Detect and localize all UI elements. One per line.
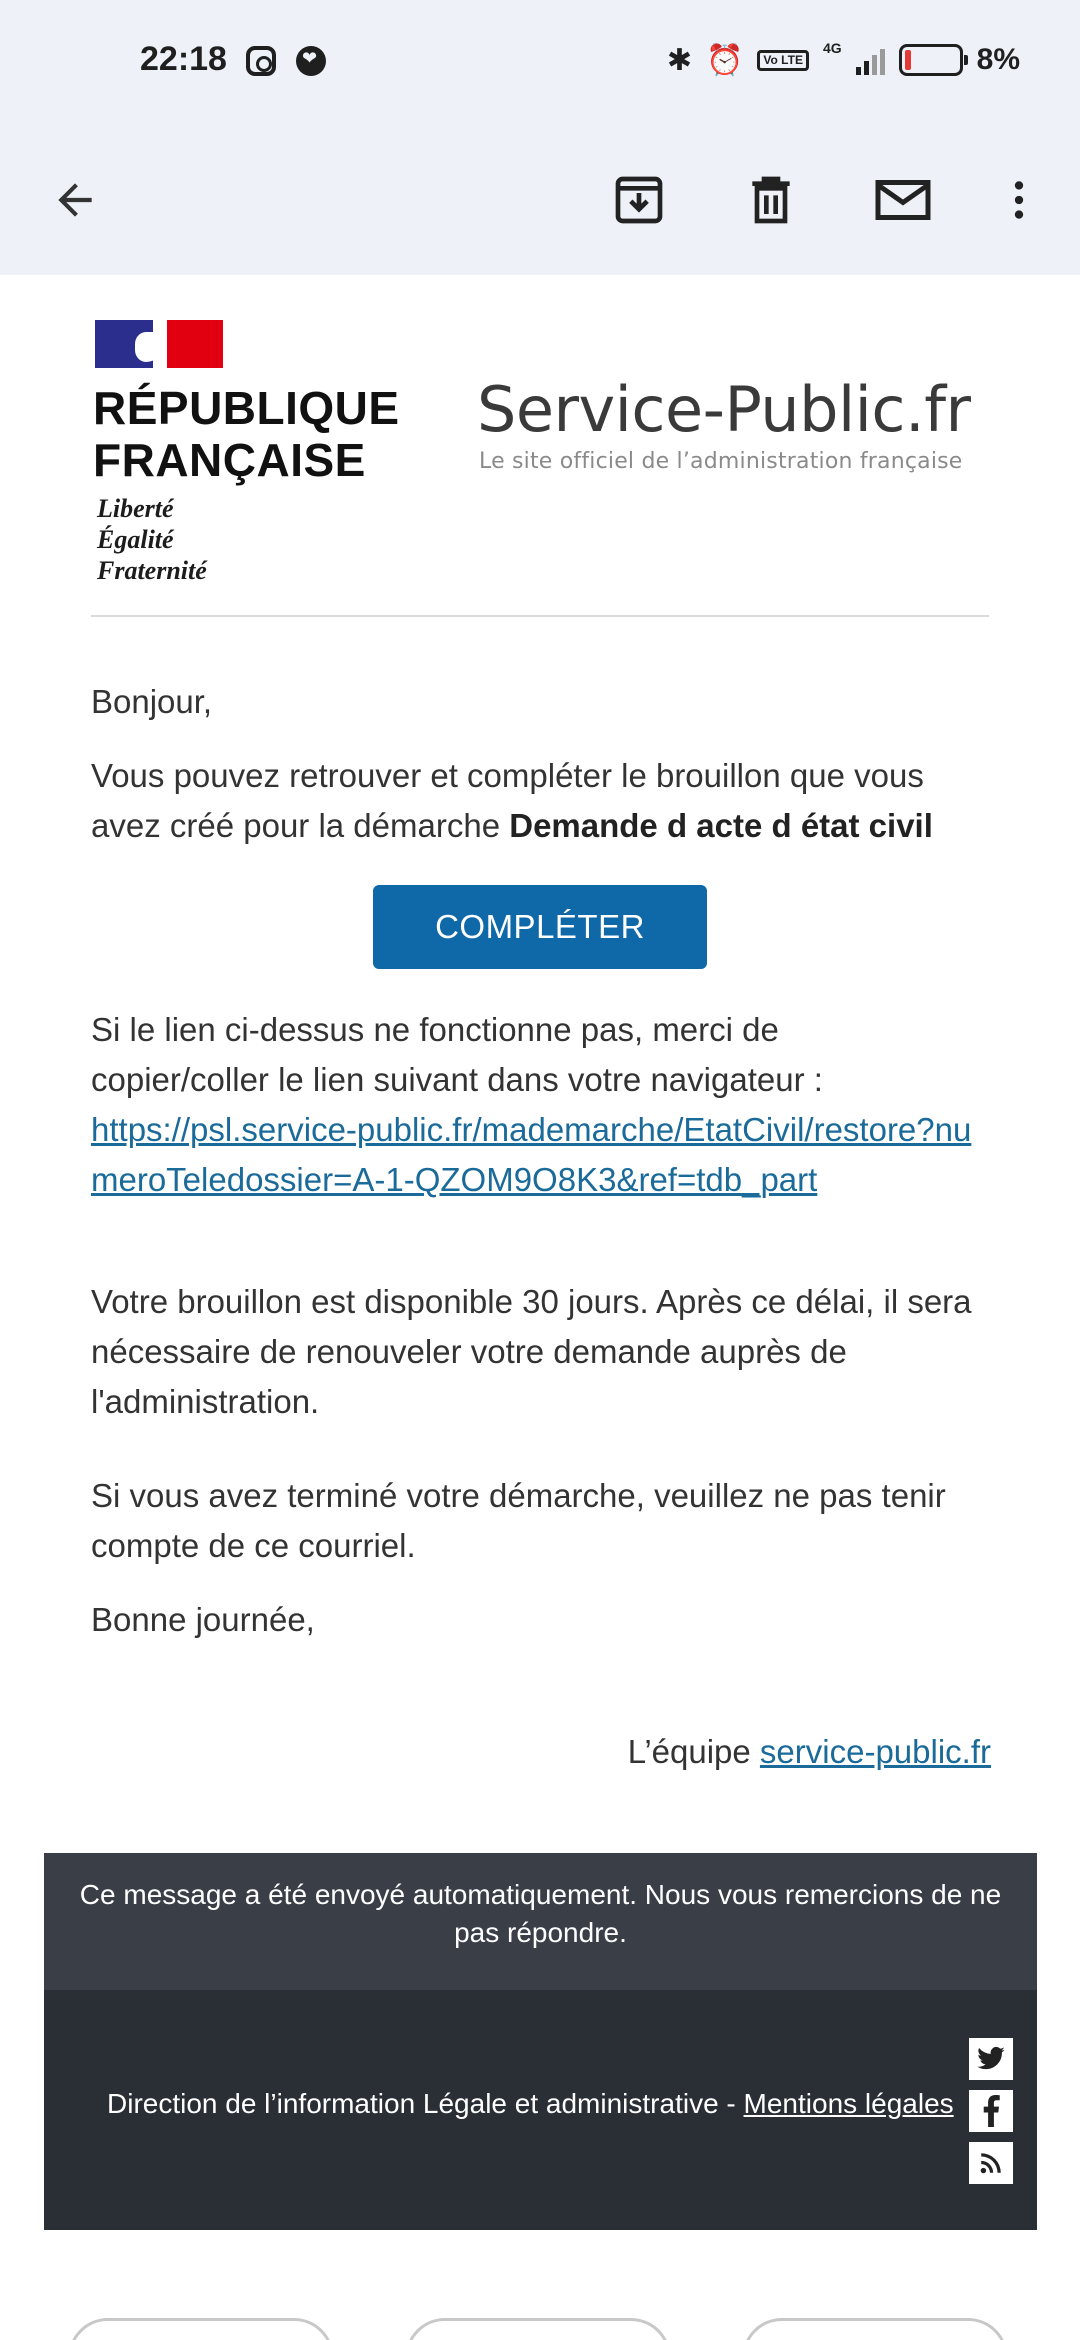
- signature-link[interactable]: service-public.fr: [759, 1733, 991, 1770]
- alarm-icon: ⏰: [706, 42, 744, 78]
- back-arrow-icon[interactable]: [40, 165, 110, 235]
- delete-icon[interactable]: [736, 165, 806, 235]
- network-type: 4G: [822, 40, 842, 56]
- signature: L’équipe service-public.fr: [627, 1733, 991, 1770]
- mark-unread-icon[interactable]: [868, 165, 938, 235]
- twitter-icon[interactable]: [969, 2038, 1013, 2080]
- forward-button[interactable]: [742, 2318, 1008, 2340]
- procedure-name: Demande d acte d état civil: [509, 807, 933, 844]
- intro-paragraph: Vous pouvez retrouver et compléter le brouillon que vous avez créé pour la démarche Demande d acte d état civil: [91, 757, 933, 844]
- greeting: Bonjour,: [91, 683, 213, 720]
- ignore-paragraph: Si vous avez terminé votre démarche, veuillez ne pas tenir compte de ce courriel.: [91, 1477, 946, 1564]
- more-vert-icon[interactable]: [984, 165, 1054, 235]
- fallback-paragraph: Si le lien ci-dessus ne fonctionne pas, merci de copier/coller le lien suivant dans votre navigateur : https://psl.service-public.fr/mademarche/EtatCivil/restore?numeroTeledossier=A-1-QZOM9O8K3&ref=tdb_part: [91, 1005, 991, 1205]
- heart-icon: [296, 46, 326, 76]
- signal-icon: [856, 45, 885, 75]
- closing: Bonne journée,: [91, 1601, 315, 1638]
- status-time: 22:18: [140, 40, 227, 78]
- availability-paragraph: Votre brouillon est disponible 30 jours. Après ce délai, il sera nécessaire de renouveler votre demande auprès de l'administration.: [91, 1283, 972, 1420]
- reply-button[interactable]: [68, 2318, 334, 2340]
- email-header: [91, 275, 989, 617]
- rss-icon[interactable]: [969, 2142, 1013, 2184]
- archive-icon[interactable]: [604, 165, 674, 235]
- legal-mentions-link[interactable]: Mentions légales: [743, 2088, 954, 2119]
- footer-direction: Direction de l’information Légale et administrative - Mentions légales: [107, 2088, 954, 2119]
- instagram-icon: [246, 46, 276, 76]
- footer: [44, 1990, 1037, 2230]
- status-icons: [667, 40, 1020, 80]
- bluetooth-icon: ✱: [666, 42, 693, 78]
- service-public-logo: Service-Public.fr: [477, 373, 971, 446]
- volte-icon: Vo LTE: [757, 50, 809, 71]
- status-bar: [0, 0, 1080, 125]
- reply-all-button[interactable]: [405, 2318, 671, 2340]
- complete-button[interactable]: COMPLÉTER: [373, 885, 707, 969]
- french-flag-logo: [95, 320, 223, 368]
- republique-francaise-logo: RÉPUBLIQUE FRANÇAISE: [93, 382, 400, 486]
- battery-icon: [899, 44, 963, 76]
- email-content: [0, 275, 1080, 2119]
- republic-motto: Liberté Égalité Fraternité: [97, 494, 207, 585]
- battery-percent: 8%: [976, 43, 1020, 76]
- app-bar: [0, 125, 1080, 275]
- auto-message-banner: Ce message a été envoyé automatiquement. Nous vous remercions de ne pas répondre.: [44, 1853, 1037, 1990]
- restore-link[interactable]: https://psl.service-public.fr/mademarche/EtatCivil/restore?numeroTeledossier=A-1-QZOM9O8K3&ref=tdb_part: [91, 1111, 972, 1198]
- service-public-tagline: Le site officiel de l’administration française: [479, 449, 963, 474]
- facebook-icon[interactable]: [969, 2090, 1013, 2132]
